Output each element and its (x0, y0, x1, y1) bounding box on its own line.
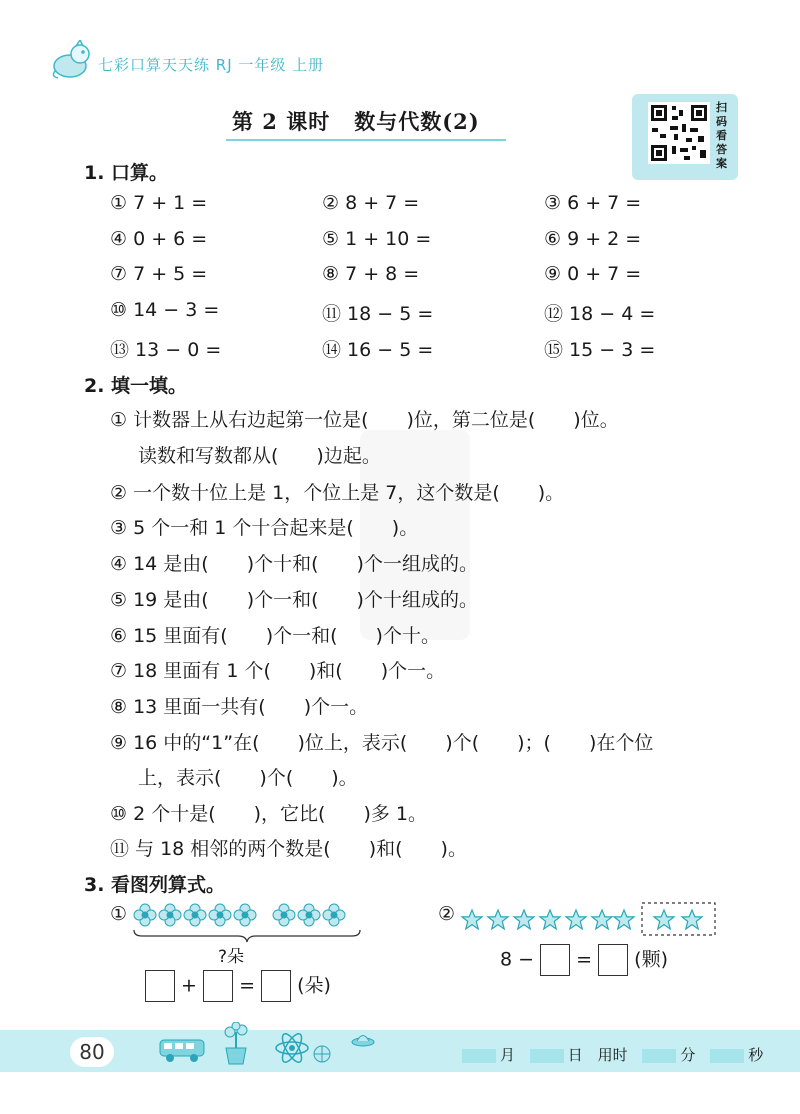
qr-code-icon[interactable] (648, 102, 710, 164)
flower-icon (159, 904, 181, 926)
qr-label: 扫码看答案 (716, 101, 727, 170)
star-icon (488, 910, 508, 929)
oral-item: ⑦ 7 + 5 = (110, 263, 208, 285)
time-field-minutes[interactable] (642, 1049, 676, 1063)
star-icon (462, 910, 482, 929)
atom-icon (272, 1030, 312, 1066)
date-label: 日 (567, 1046, 583, 1064)
oral-item: ② 8 + 7 = (322, 192, 420, 214)
equals-sign: = (576, 948, 593, 971)
page-number: 80 (70, 1037, 114, 1067)
plus-sign: + (181, 974, 197, 997)
fill-line: ⑦ 18 里面有 1 个( )和( )个一。 (110, 660, 446, 682)
answer-box[interactable] (145, 970, 175, 1002)
problem1-equation (145, 970, 331, 1002)
oral-item: ⑧ 7 + 8 = (322, 263, 420, 285)
date-record (462, 1044, 773, 1065)
date-field-month[interactable] (462, 1049, 496, 1063)
ball-icon (312, 1044, 332, 1064)
oral-item: ⑩ 14 − 3 = (110, 299, 220, 321)
date-label: 月 (500, 1046, 516, 1064)
oral-item: ⑨ 0 + 7 = (544, 263, 642, 285)
date-field-day[interactable] (530, 1049, 564, 1063)
date-label: 用时 (597, 1046, 628, 1064)
oral-item: ① 7 + 1 = (110, 192, 208, 214)
answer-box[interactable] (203, 970, 233, 1002)
ufo-icon (350, 1030, 376, 1050)
bus-icon (158, 1034, 208, 1064)
flower-icon (134, 904, 156, 926)
star-icon (592, 910, 612, 929)
book-title: 七彩口算天天练 RJ 一年级 上册 (98, 56, 325, 74)
problem2-equation (500, 944, 668, 976)
oral-item: ⑤ 1 + 10 = (322, 228, 432, 250)
section3-title: 3. 看图列算式。 (84, 874, 226, 896)
star-icon (566, 910, 586, 929)
oral-item: ⑬ 13 − 0 = (110, 339, 222, 361)
fill-line: ⑧ 13 里面一共有( )个一。 (110, 696, 369, 718)
answer-box[interactable] (261, 970, 291, 1002)
lesson-title (232, 106, 480, 136)
problem1-number: ① (110, 903, 128, 925)
flower-icon (234, 904, 256, 926)
problem2-number: ② (438, 903, 456, 925)
dashed-box (642, 903, 715, 935)
unit-label: (颗) (634, 948, 668, 971)
oral-item: ⑥ 9 + 2 = (544, 228, 642, 250)
fill-line: 上，表示( )个( )。 (138, 767, 358, 789)
flower-icon (184, 904, 206, 926)
flower-icon (323, 904, 345, 926)
oral-item: ③ 6 + 7 = (544, 192, 642, 214)
equation-prefix: 8 − (500, 948, 535, 971)
oral-item: ④ 0 + 6 = (110, 228, 208, 250)
section2-title: 2. 填一填。 (84, 375, 188, 397)
star-icon (614, 910, 634, 929)
time-field-seconds[interactable] (710, 1049, 744, 1063)
fill-line: ② 一个数十位上是 1，个位上是 7，这个数是( )。 (110, 482, 565, 504)
answer-box[interactable] (540, 944, 570, 976)
equals-sign: = (239, 974, 255, 997)
fill-line: ④ 14 是由( )个十和( )个一组成的。 (110, 553, 478, 575)
brace-icon (132, 928, 362, 944)
mascot-icon (50, 40, 96, 84)
date-label: 分 (680, 1046, 696, 1064)
lesson-topic: 数与代数(2) (354, 109, 480, 134)
oral-item: ⑫ 18 − 4 = (544, 303, 656, 325)
date-label: 秒 (748, 1046, 764, 1064)
fill-line: ① 计数器上从右边起第一位是( )位，第二位是( )位。 (110, 409, 619, 431)
fill-line: ⑤ 19 是由( )个一和( )个十组成的。 (110, 589, 478, 611)
fill-line: ⑪ 与 18 相邻的两个数是( )和( )。 (110, 838, 467, 860)
star-icon (514, 910, 534, 929)
star-icon (540, 910, 560, 929)
star-group (458, 900, 720, 938)
unit-label: (朵) (297, 974, 331, 997)
star-icon (682, 910, 702, 929)
flower-icon (298, 904, 320, 926)
star-icon (654, 910, 674, 929)
fill-line: ⑨ 16 中的“1”在( )位上，表示( )个( )；( )在个位 (110, 732, 654, 754)
oral-item: ⑪ 18 − 5 = (322, 303, 434, 325)
fill-line: 读数和写数都从( )边起。 (138, 445, 381, 467)
title-underline (226, 139, 506, 141)
flower-icon (209, 904, 231, 926)
section1-title: 1. 口算。 (84, 162, 169, 184)
oral-item: ⑮ 15 − 3 = (544, 339, 656, 361)
fill-line: ⑩ 2 个十是( )，它比( )多 1。 (110, 803, 427, 825)
brace-label: ?朵 (218, 947, 245, 967)
fill-line: ⑥ 15 里面有( )个一和( )个十。 (110, 625, 440, 647)
answer-box[interactable] (598, 944, 628, 976)
flower-icon (273, 904, 295, 926)
fill-line: ③ 5 个一和 1 个十合起来是( )。 (110, 517, 419, 539)
lesson-number: 第 2 课时 (232, 109, 331, 134)
plant-icon (216, 1022, 256, 1066)
oral-item: ⑭ 16 − 5 = (322, 339, 434, 361)
